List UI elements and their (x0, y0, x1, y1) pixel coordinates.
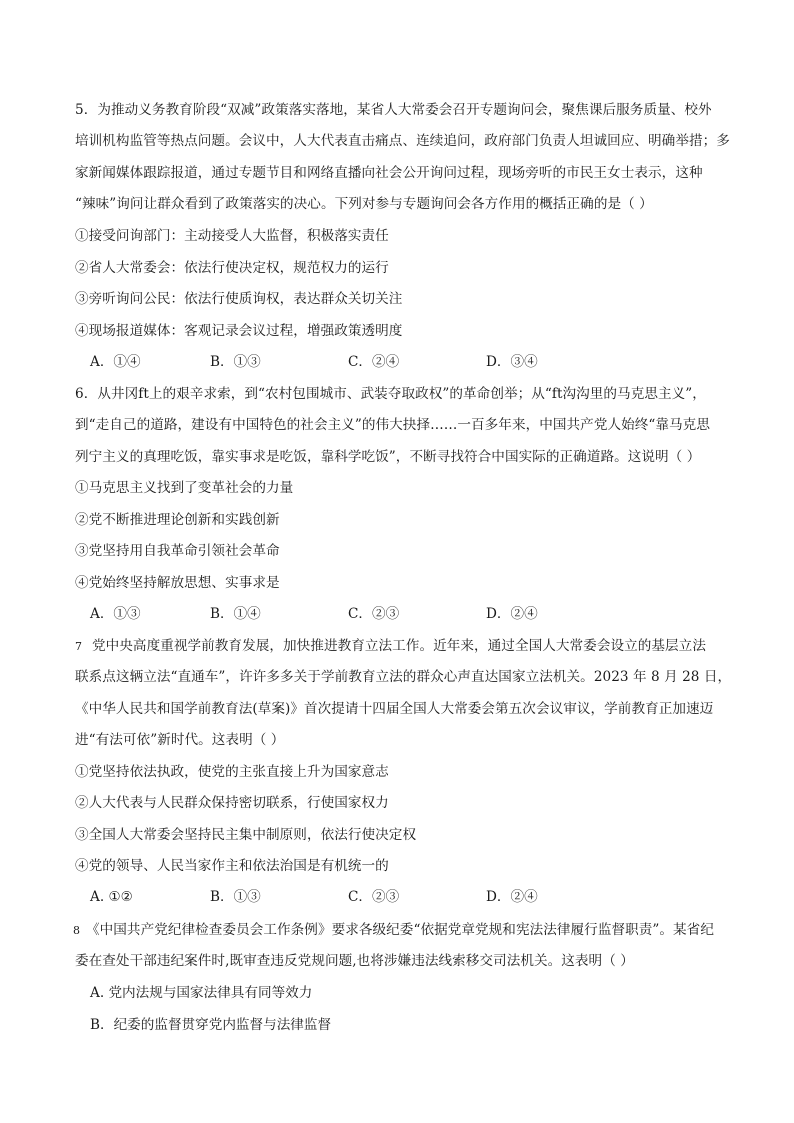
q6-item-3: ③党坚持用自我革命引领社会革命 (75, 543, 280, 559)
q8-stem-line-1: 《中国共产党纪律检查委员会工作条例》要求各级纪委“依据党章党规和宪法法律履行监督职责”。某省纪 (86, 922, 714, 938)
q5-item-1: ①接受问询部门：主动接受人大监督，积极落实责任 (75, 228, 389, 244)
q7-stem-line-2: 联系点这辆立法“直通车”，许许多多关于学前教育立法的群众心声直达国家立法机关。2023 年 8 月 28 日， (75, 669, 732, 685)
q6-option-c[interactable]: C．②③ (348, 606, 400, 622)
q7-item-1: ①党坚持依法执政，使党的主张直接上升为国家意志 (75, 764, 389, 780)
q7-option-d[interactable]: D．②④ (486, 889, 538, 905)
q7-stem-line-3: 《中华人民共和国学前教育法(草案)》首次提请十四届全国人大常委会第五次会议审议，学前教育正加速迈 (75, 701, 714, 717)
q7-option-c[interactable]: C．②③ (348, 889, 400, 905)
q7-item-2: ②人大代表与人民群众保持密切联系，行使国家权力 (75, 795, 389, 811)
q5-option-b[interactable]: B．①③ (210, 354, 261, 370)
q8-option-a[interactable]: A. 党内法规与国家法律具有同等效力 (90, 985, 313, 1001)
q6-option-a[interactable]: A．①③ (90, 606, 141, 622)
q5-item-3: ③旁听询问公民：依法行使质询权，表达群众关切关注 (75, 291, 403, 307)
q5-option-a[interactable]: A．①④ (90, 354, 141, 370)
q6-item-4: ④党始终坚持解放思想、实事求是 (75, 575, 280, 591)
q5-item-2: ②省人大常委会：依法行使决定权，规范权力的运行 (75, 260, 389, 276)
q7-stem-line-1: 党中央高度重视学前教育发展，加快推进教育立法工作。近年来，通过全国人大常委会设立的基层立法 (92, 638, 706, 654)
q5-stem-line-1: 5．为推动义务教育阶段“双减”政策落实落地，某省人大常委会召开专题询问会，聚焦课后服务质量、校外 (75, 102, 712, 118)
q6-item-1: ①马克思主义找到了变革社会的力量 (75, 480, 294, 496)
q7-number: 7 (75, 640, 82, 653)
q6-option-b[interactable]: B．①④ (210, 606, 261, 622)
q6-stem-line-1: 6．从井冈ft上的艰辛求索，到“农村包围城市、武装夺取政权”的革命创举；从“ft沟沟里的马克思主义”， (75, 386, 706, 402)
q6-stem-line-3: 列宁主义的真理吃饭，靠实事求是吃饭，靠科学吃饭”，不断寻找符合中国实际的正确道路。这说明（ ） (75, 449, 701, 465)
q8-option-b[interactable]: B．纪委的监督贯穿党内监督与法律监督 (90, 1017, 332, 1033)
q7-option-a[interactable]: A. ①② (90, 889, 133, 905)
q5-option-c[interactable]: C．②④ (348, 354, 400, 370)
q6-option-d[interactable]: D．②④ (486, 606, 538, 622)
q5-option-d[interactable]: D．③④ (486, 354, 538, 370)
q8-stem-line-2: 委在查处干部违纪案件时,既审查违反党规问题,也将涉嫌违法线索移交司法机关。这表明（ ） (75, 953, 634, 969)
q8-number: 8 (73, 924, 80, 937)
q5-stem-line-2: 培训机构监管等热点问题。会议中，人大代表直击痛点、连续追问，政府部门负责人坦诚回应、明确举措；多 (75, 133, 730, 149)
q5-stem-line-3: 家新闻媒体跟踪报道，通过专题节目和网络直播向社会公开询问过程，现场旁听的市民王女士表示，这种 (75, 165, 703, 181)
q5-item-4: ④现场报道媒体：客观记录会议过程，增强政策透明度 (75, 323, 403, 339)
q6-stem-line-2: 到“走自己的道路，建设有中国特色的社会主义”的伟大抉择……一百多年来，中国共产党人始终“靠马克思 (75, 417, 710, 433)
q7-item-4: ④党的领导、人民当家作主和依法治国是有机统一的 (75, 858, 389, 874)
q6-item-2: ②党不断推进理论创新和实践创新 (75, 512, 280, 528)
q5-stem-line-4: “辣味”询问让群众看到了政策落实的决心。下列对参与专题询问会各方作用的概括正确的是（ ） (75, 196, 653, 212)
q7-item-3: ③全国人大常委会坚持民主集中制原则，依法行使决定权 (75, 827, 417, 843)
q7-option-b[interactable]: B．①③ (210, 889, 261, 905)
q7-stem-line-4: 进“有法可依”新时代。这表明（ ） (75, 732, 285, 748)
